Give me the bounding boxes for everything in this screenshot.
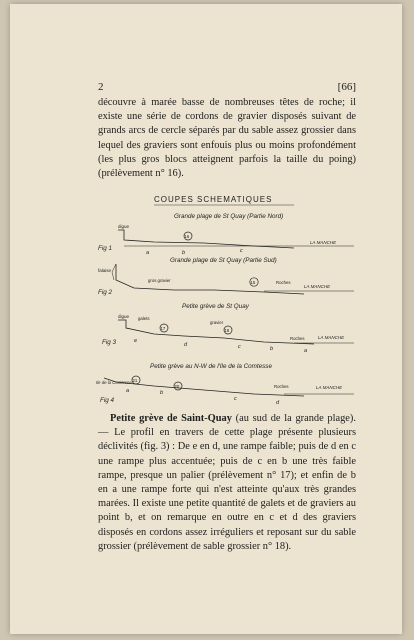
fig3-point-e: e: [134, 338, 138, 344]
fig2-sea-label: LA MANCHE: [304, 284, 331, 289]
fig4-caption: Petite grève au N-W de l'Ile de la Comtesse: [150, 363, 272, 370]
fig4-rock-label: Roches: [274, 384, 289, 389]
fig4-point-d: d: [276, 400, 280, 406]
page-number: 2: [98, 81, 104, 93]
fig1-label: Fig 1: [98, 245, 112, 252]
figure-title: COUPES SCHÉMATIQUES: [154, 196, 273, 204]
fig1-point-c: c: [240, 248, 243, 254]
fig3-galets-label: galets: [138, 316, 150, 321]
fig1-sample: 16: [184, 234, 190, 239]
fig2-left-label: falaise: [98, 268, 112, 273]
fig1-point-a: a: [146, 250, 150, 256]
fig2-gravel-label: gros gravier: [148, 278, 171, 283]
bracket-number: [66]: [337, 81, 356, 93]
fig1-left-label: digue: [118, 224, 130, 229]
fig3-sample-17: 17: [160, 326, 166, 331]
fig2: [98, 257, 354, 296]
fig3-left-label: digue: [118, 314, 130, 319]
fig3-point-a: a: [304, 348, 308, 354]
fig3-caption: Petite grève de St Quay: [182, 303, 249, 310]
fig3-point-d: d: [184, 342, 188, 348]
fig3-rock-label: Roches: [290, 336, 305, 341]
fig3-sample-18: 18: [224, 328, 230, 333]
fig4-sample-20: 20: [174, 384, 180, 389]
fig1-caption: Grande plage de St Quay (Partie Nord): [174, 213, 284, 220]
fig4-point-a: a: [126, 388, 130, 394]
fig2-caption: Grande plage de St Quay (Partie Sud): [170, 257, 277, 264]
paragraph-2: [98, 412, 356, 554]
section-text: (au sud de la grande plage). — Le profil en travers de cette plage présente plusieurs déclivités (fig. 3) : De e en d, une rampe faible; puis de d en c une rampe plus accentuée; puis de c en b une très faible rampe, presque un palier (prélèvement n° 17); et enfin de b en a une rampe forte qui n'est atteinte qu'aux très grandes marées. Il existe une petite quantité de galets et de graviers au point b, et on remarque en outre en c et d des graviers disposés en cordons assez irréguliers et reposant sur du sable grossier (prélèvement de sable grossier n° 18).: [98, 413, 356, 552]
fig3-point-c: c: [238, 344, 241, 350]
schematic-figures: [94, 196, 370, 408]
paragraph-1: découvre à marée basse de nombreuses têtes de roche; il existe une série de cordons de gravier disposés suivant de grands arcs de cercle séparés par du sable assez grossier dans lequel des graviers sont enfouis plus ou moins profondément (les plus gros blocs atteignent parfois la taille du poing) (prélèvement n° 16).: [98, 97, 356, 180]
fig4-sample-21: 21: [132, 378, 138, 383]
page: [10, 4, 402, 634]
fig4-sea-label: LA MANCHE: [316, 385, 343, 390]
fig2-label: Fig 2: [98, 289, 112, 296]
section-heading: Petite grève de Saint-Quay: [110, 413, 232, 424]
fig1: [98, 213, 354, 256]
fig1-sea-label: LA MANCHE: [310, 240, 337, 245]
fig4-left-label: Ile de la Comtesse: [96, 380, 132, 385]
fig2-sample: 15: [250, 280, 256, 285]
fig4-point-c: c: [234, 396, 237, 402]
fig2-rock-label: Roches: [276, 280, 291, 285]
fig4: [96, 363, 354, 406]
fig3-point-b: b: [270, 346, 274, 352]
fig3-sea-label: LA MANCHE: [318, 335, 345, 340]
fig3-gravel-label: gravier: [210, 320, 224, 325]
fig3-label: Fig 3: [102, 339, 116, 346]
fig4-point-b: b: [160, 390, 164, 396]
fig3: [102, 303, 354, 354]
fig1-point-b: b: [182, 250, 186, 256]
fig4-label: Fig 4: [100, 397, 114, 404]
